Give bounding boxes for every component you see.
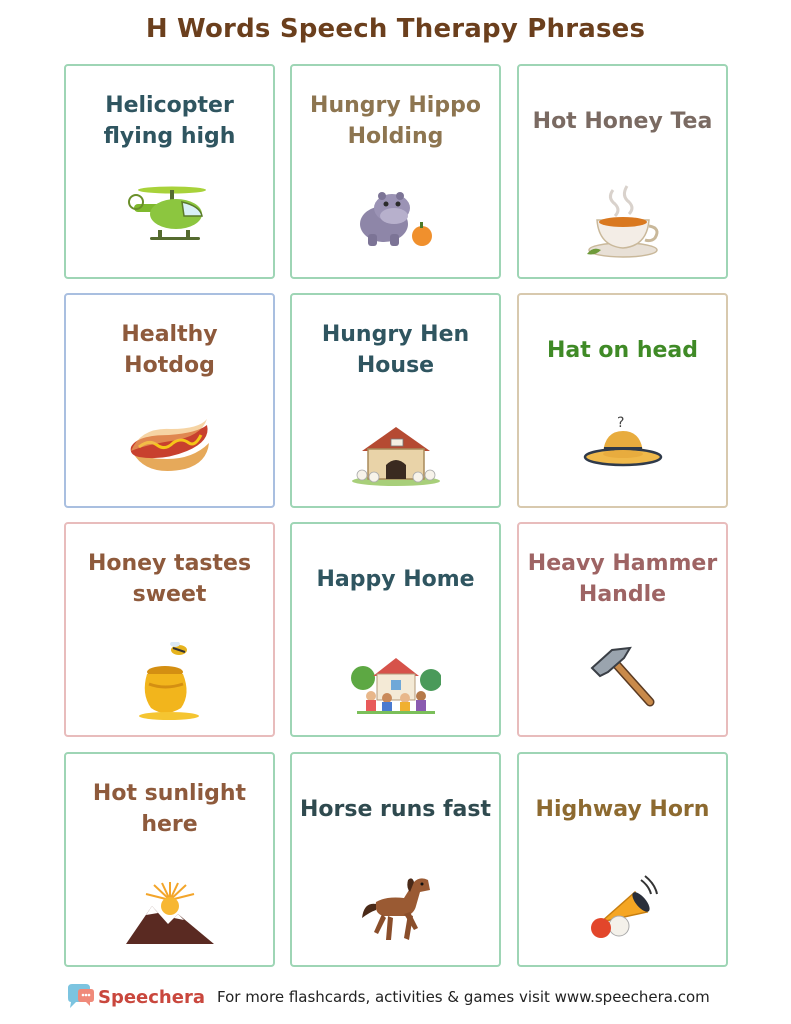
card-horn bbox=[517, 752, 728, 967]
card-label: Helicopter flying high bbox=[103, 93, 236, 149]
card-label: Healthy Hotdog bbox=[121, 322, 218, 378]
page-title: H Words Speech Therapy Phrases bbox=[145, 14, 646, 44]
card-hotdog bbox=[64, 293, 275, 508]
card-sunlight bbox=[64, 752, 275, 967]
hotdog-icon bbox=[127, 419, 213, 483]
card-helicopter bbox=[64, 64, 275, 279]
card-label: Horse runs fast bbox=[300, 796, 492, 822]
card-label: Hot Honey Tea bbox=[532, 108, 713, 134]
card-hammer bbox=[517, 522, 728, 737]
card-tea bbox=[517, 64, 728, 279]
honey-pot-icon bbox=[135, 642, 205, 726]
footer bbox=[64, 982, 710, 1012]
card-label: Heavy Hammer Handle bbox=[527, 551, 718, 607]
card-honey bbox=[64, 522, 275, 737]
card-happy-home bbox=[290, 522, 501, 737]
hat-icon bbox=[583, 413, 663, 477]
horse-icon bbox=[356, 872, 436, 948]
card-hippo bbox=[290, 64, 501, 279]
card-horse bbox=[290, 752, 501, 967]
card-label: Hungry Hen House bbox=[321, 322, 470, 378]
footer-text: For more flashcards, activities & games visit www.speechera.com bbox=[216, 988, 710, 1006]
card-label: Highway Horn bbox=[535, 796, 710, 822]
hippo-icon bbox=[354, 184, 438, 252]
brand-name: Speechera bbox=[98, 986, 205, 1008]
tea-cup-icon bbox=[583, 184, 663, 264]
card-hat bbox=[517, 293, 728, 508]
card-label: Hot sunlight here bbox=[92, 781, 247, 837]
card-label: Honey tastes sweet bbox=[87, 551, 252, 607]
hen-house-icon bbox=[348, 421, 444, 491]
helicopter-icon bbox=[128, 184, 212, 248]
horn-icon bbox=[585, 872, 661, 946]
card-label: Hat on head bbox=[546, 337, 699, 363]
hammer-icon bbox=[588, 642, 658, 712]
card-label: Hungry Hippo Holding bbox=[310, 93, 481, 149]
speechera-logo-icon bbox=[64, 984, 94, 1010]
card-label: Happy Home bbox=[316, 566, 475, 592]
happy-home-icon bbox=[351, 650, 441, 720]
svg-text:?: ? bbox=[616, 415, 624, 431]
sunlight-mountain-icon bbox=[124, 880, 216, 950]
card-hen-house bbox=[290, 293, 501, 508]
